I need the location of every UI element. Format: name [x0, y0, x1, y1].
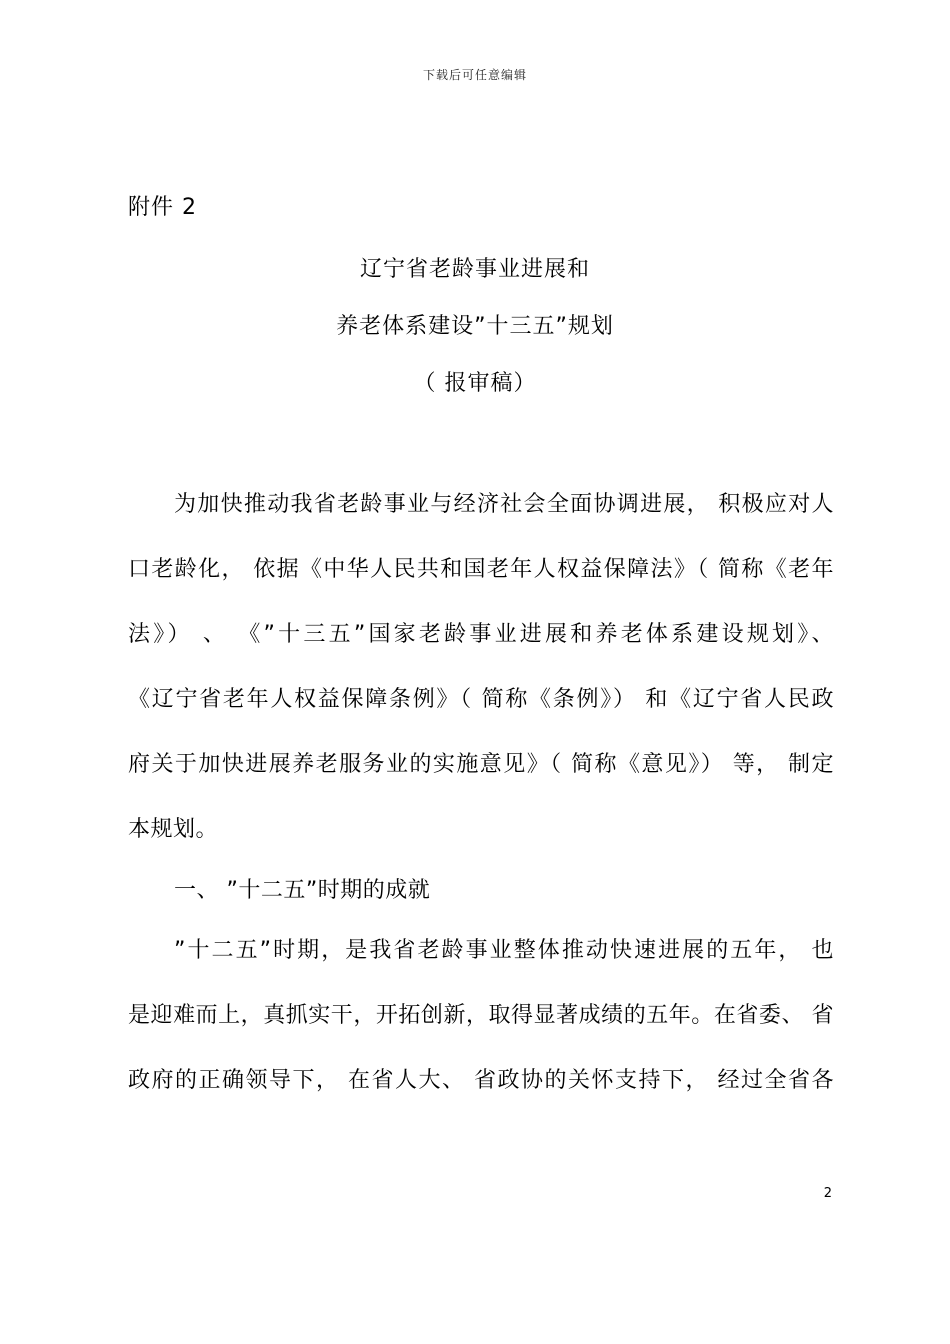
document-title-line-3: （ 报审稿） — [413, 371, 537, 396]
paragraph-line: 府关于加快进展养老服务业的实施意见》（ 简称《意见》） 等， 制定 — [128, 752, 834, 777]
paragraph-achievements — [128, 918, 834, 1113]
paragraph-line: 法》） 、 《”十三五”国家老龄事业进展和养老体系建设规划》、 — [128, 622, 834, 647]
paragraph-line: ”十二五”时期，是我省老龄事业整体推动快速进展的五年， 也 — [174, 938, 834, 963]
paragraph-line: 《辽宁省老年人权益保障条例》（ 简称《条例》） 和《辽宁省人民政 — [128, 687, 834, 712]
section-heading-text: 一、 ”十二五”时期的成就 — [174, 878, 431, 903]
paragraph-line: 本规划。 — [128, 817, 219, 842]
paragraph-line: 是迎难而上，真抓实干，开拓创新，取得显著成绩的五年。在省委、 省 — [128, 1003, 834, 1028]
page-header: 下载后可任意编辑 — [422, 68, 527, 82]
document-title-line-1: 辽宁省老龄事业进展和 — [359, 257, 590, 282]
attachment-label: 附件 2 — [128, 195, 197, 220]
paragraph-line: 口老龄化， 依据《中华人民共和国老年人权益保障法》（ 简称《老年 — [128, 557, 834, 582]
page-number: 2 — [823, 1186, 832, 1201]
document-title-line-2: 养老体系建设”十三五”规划 — [336, 314, 614, 339]
paragraph-intro — [128, 472, 834, 862]
paragraph-line: 为加快推动我省老龄事业与经济社会全面协调进展， 积极应对人 — [174, 492, 834, 517]
paragraph-line: 政府的正确领导下， 在省人大、 省政协的关怀支持下， 经过全省各 — [128, 1068, 834, 1093]
section-heading — [128, 858, 834, 923]
